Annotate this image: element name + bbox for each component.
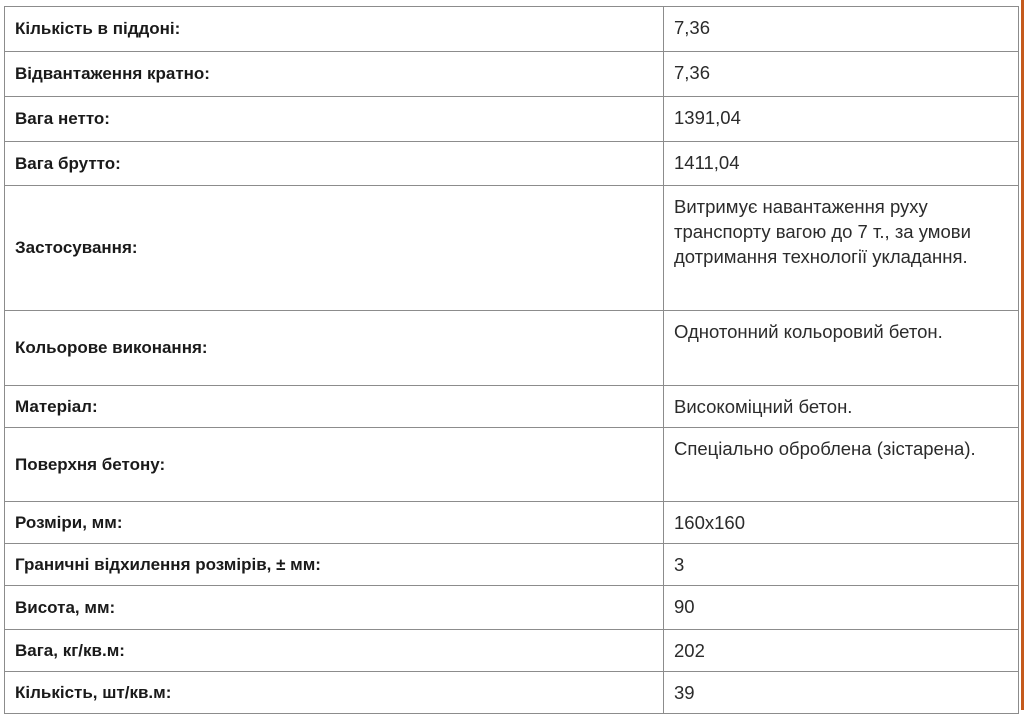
spec-label-color-finish: Кольорове виконання:	[5, 311, 664, 386]
spec-value-material: Високоміцний бетон.	[664, 386, 1019, 428]
product-spec-table	[4, 6, 1019, 714]
spec-value-concrete-surface: Спеціально оброблена (зістарена).	[664, 428, 1019, 502]
spec-label-dimension-tolerance: Граничні відхилення розмірів, ± мм:	[5, 544, 664, 586]
table-row	[5, 630, 1019, 672]
spec-value-dimension-tolerance: 3	[664, 544, 1019, 586]
table-row	[5, 7, 1019, 52]
spec-label-pallet-quantity: Кількість в піддоні:	[5, 7, 664, 52]
spec-label-shipment-multiple: Відвантаження кратно:	[5, 52, 664, 97]
table-row	[5, 386, 1019, 428]
table-row	[5, 52, 1019, 97]
table-row	[5, 428, 1019, 502]
spec-value-gross-weight: 1411,04	[664, 142, 1019, 186]
spec-label-gross-weight: Вага брутто:	[5, 142, 664, 186]
spec-value-color-finish: Однотонний кольоровий бетон.	[664, 311, 1019, 386]
spec-value-pieces-per-sqm: 39	[664, 672, 1019, 714]
table-row	[5, 97, 1019, 142]
spec-label-application: Застосування:	[5, 186, 664, 311]
spec-label-pieces-per-sqm: Кількість, шт/кв.м:	[5, 672, 664, 714]
table-row	[5, 672, 1019, 714]
spec-value-height: 90	[664, 586, 1019, 630]
spec-label-concrete-surface: Поверхня бетону:	[5, 428, 664, 502]
spec-value-dimensions: 160x160	[664, 502, 1019, 544]
table-row	[5, 586, 1019, 630]
spec-label-height: Висота, мм:	[5, 586, 664, 630]
table-row	[5, 186, 1019, 311]
spec-value-net-weight: 1391,04	[664, 97, 1019, 142]
spec-value-weight-per-sqm: 202	[664, 630, 1019, 672]
spec-value-application: Витримує навантаження руху транспорту вагою до 7 т., за умови дотримання технології укладання.	[664, 186, 1019, 311]
spec-label-weight-per-sqm: Вага, кг/кв.м:	[5, 630, 664, 672]
table-row	[5, 502, 1019, 544]
spec-value-shipment-multiple: 7,36	[664, 52, 1019, 97]
spec-value-pallet-quantity: 7,36	[664, 7, 1019, 52]
spec-label-material: Матеріал:	[5, 386, 664, 428]
spec-label-net-weight: Вага нетто:	[5, 97, 664, 142]
table-row	[5, 544, 1019, 586]
table-row	[5, 311, 1019, 386]
table-row	[5, 142, 1019, 186]
spec-label-dimensions: Розміри, мм:	[5, 502, 664, 544]
